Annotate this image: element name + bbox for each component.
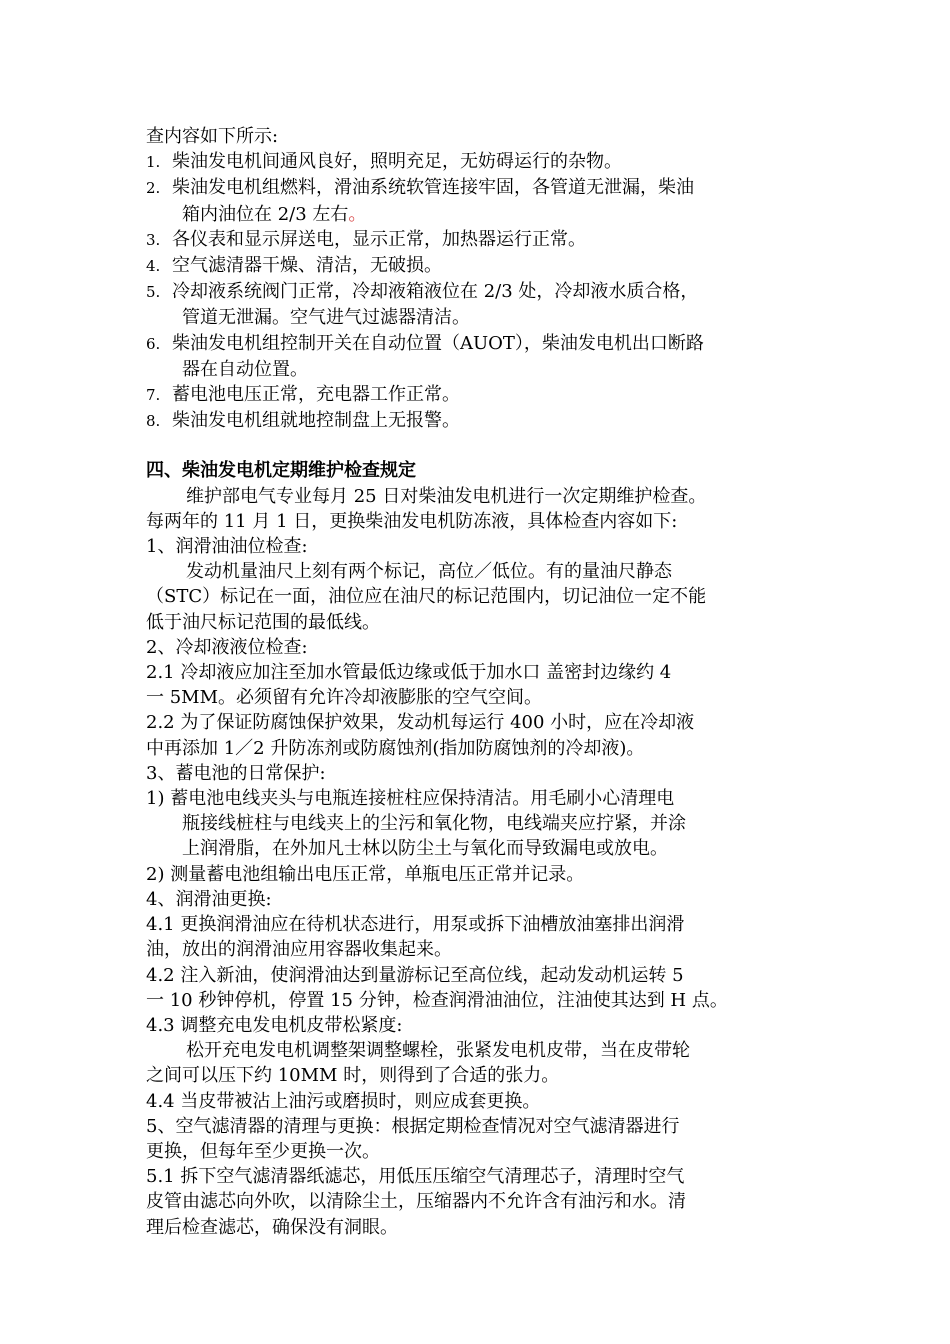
checklist-item-number: 6. <box>146 334 161 353</box>
section-text-line: 瓶接线桩柱与电线夹上的尘污和氧化物，电线端夹应拧紧，并涂 <box>182 813 686 835</box>
checklist-item-number: 7. <box>146 386 161 405</box>
section-text-line: 皮管由滤芯向外吹，以清除尘土，压缩器内不允许含有油污和水。清 <box>146 1191 686 1213</box>
section-text-line: 发动机量油尺上刻有两个标记，高位／低位。有的量油尺静态 <box>186 561 672 583</box>
checklist-item-text: 柴油发电机组燃料，滑油系统软管连接牢固，各管道无泄漏，柴油 <box>172 177 694 199</box>
checklist-item-number: 2. <box>146 179 161 198</box>
checklist-item-text: 柴油发电机组控制开关在自动位置（AUOT），柴油发电机出口断路 <box>172 332 704 354</box>
checklist-item-text: 空气滤清器干燥、清洁，无破损。 <box>172 255 442 277</box>
section-text-line: 油，放出的润滑油应用容器收集起来。 <box>146 939 452 961</box>
checklist-item-number: 1. <box>146 153 161 172</box>
checklist-item-line <box>146 253 818 279</box>
section-text-line: 2.2 为了保证防腐蚀保护效果，发动机每运行 400 小时，应在冷却液 <box>146 712 695 734</box>
checklist-item-line <box>146 382 818 408</box>
checklist-item-text: 蓄电池电压正常，充电器工作正常。 <box>172 384 460 406</box>
section-text-line: 维护部电气专业每月 25 日对柴油发电机进行一次定期维护检查。 <box>186 485 707 507</box>
section-text-line: 1、润滑油油位检查: <box>146 536 308 558</box>
checklist-item-line <box>146 357 818 382</box>
section-text-line: （STC）标记在一面，油位应在油尺的标记范围内，切记油位一定不能 <box>146 586 707 608</box>
section-text-line: 一 10 秒钟停机，停置 15 分钟，检查润滑油油位，注油使其达到 H 点。 <box>146 989 728 1011</box>
section-text-line: 2) 测量蓄电池组输出电压正常，单瓶电压正常并记录。 <box>146 863 585 885</box>
section-text-line: 中再添加 1／2 升防冻剂或防腐蚀剂(指加防腐蚀剂的冷却液)。 <box>146 737 645 759</box>
maintenance-section-body <box>146 484 818 1240</box>
checklist-item-number: 8. <box>146 412 161 431</box>
checklist-item-line <box>146 331 818 357</box>
section-text-line: 1) 蓄电池电线夹头与电瓶连接桩柱应保持清洁。用毛刷小心清理电 <box>146 788 675 810</box>
checklist-item-line <box>146 175 818 201</box>
document-body <box>146 124 818 1240</box>
section-text-line: 5、空气滤清器的清理与更换：根据定期检查情况对空气滤清器进行 <box>146 1115 680 1137</box>
checklist-item-text: 各仪表和显示屏送电，显示正常，加热器运行正常。 <box>172 228 586 250</box>
section-text-line: 3、蓄电池的日常保护: <box>146 762 326 784</box>
section-text-line: 更换，但每年至少更换一次。 <box>146 1140 380 1162</box>
section-text-line: 低于油尺标记范围的最低线。 <box>146 611 380 633</box>
checklist-item-text: 柴油发电机间通风良好，照明充足，无妨碍运行的杂物。 <box>172 151 622 173</box>
section-text-line: 5.1 拆下空气滤清器纸滤芯，用低压压缩空气清理芯子，清理时空气 <box>146 1166 685 1188</box>
section-text-line: 松开充电发电机调整架调整螺栓，张紧发电机皮带，当在皮带轮 <box>186 1040 690 1062</box>
section-text-line: 理后检查滤芯，确保没有洞眼。 <box>146 1216 398 1238</box>
checklist-item-number: 5. <box>146 283 161 302</box>
checklist-item-line <box>146 227 818 253</box>
section-text-line: 4.3 调整充电发电机皮带松紧度: <box>146 1014 403 1036</box>
checklist-item-line <box>146 279 818 305</box>
checklist-item-text: 器在自动位置。 <box>182 358 308 380</box>
checklist-item-line <box>146 408 818 434</box>
section-text-line: 4.4 当皮带被沾上油污或磨损时，则应成套更换。 <box>146 1090 541 1112</box>
checklist-item-text: 冷却液系统阀门正常，冷却液箱液位在 2/3 处，冷却液水质合格， <box>172 281 699 303</box>
checklist-item-text: 柴油发电机组就地控制盘上无报警。 <box>172 410 460 432</box>
section-text-line: 之间可以压下约 10MM 时，则得到了合适的张力。 <box>146 1065 560 1087</box>
checklist-item-line <box>146 149 818 175</box>
checklist-item-line <box>146 305 818 330</box>
section-heading: 四、柴油发电机定期维护检查规定 <box>146 460 416 482</box>
section-text-line: 每两年的 11 月 1 日，更换柴油发电机防冻液，具体检查内容如下: <box>146 510 678 532</box>
section-text-line: 一 5MM。必须留有允许冷却液膨胀的空气空间。 <box>146 687 543 709</box>
section-text-line: 上润滑脂，在外加凡士林以防尘土与氧化而导致漏电或放电。 <box>182 838 668 860</box>
section-text-line: 4、润滑油更换: <box>146 888 272 910</box>
section-text-line: 2、冷却液液位检查: <box>146 636 308 658</box>
checklist-item-red-punctuation: 。 <box>348 203 367 225</box>
checklist-item-number: 3. <box>146 230 161 249</box>
inspection-checklist <box>146 149 818 434</box>
section-text-line: 4.1 更换润滑油应在待机状态进行，用泵或拆下油槽放油塞排出润滑 <box>146 914 685 936</box>
section-text-line: 4.2 注入新油，使润滑油达到量游标记至高位线，起动发动机运转 5 <box>146 964 684 986</box>
section-text-line: 2.1 冷却液应加注至加水管最低边缘或低于加水口 盖密封边缘约 4 <box>146 662 672 684</box>
checklist-item-number: 4. <box>146 257 161 276</box>
checklist-item-line <box>146 202 818 227</box>
checklist-item-text: 箱内油位在 2/3 左右 <box>182 203 349 225</box>
checklist-item-text: 管道无泄漏。空气进气过滤器清洁。 <box>182 307 470 329</box>
intro-line: 查内容如下所示: <box>146 126 279 147</box>
